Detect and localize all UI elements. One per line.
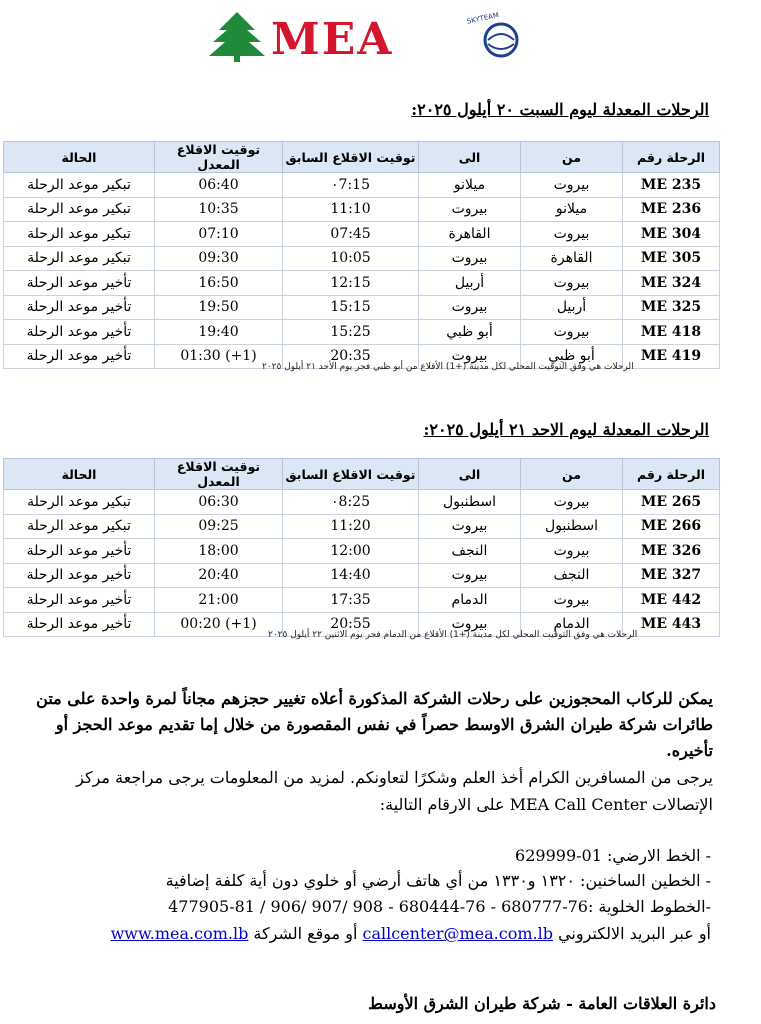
cell-from: القاهرة	[521, 246, 623, 271]
cell-status: تبكير موعد الرحلة	[4, 490, 155, 515]
cell-status: تأخير موعد الرحلة	[4, 271, 155, 296]
cell-flight: ME 266	[623, 514, 720, 539]
landline-line: - الخط الارضي: 01-629999	[515, 846, 711, 865]
cell-new: 09:25	[155, 514, 283, 539]
cell-old: 17:35	[283, 588, 419, 613]
cell-status: تبكير موعد الرحلة	[4, 197, 155, 222]
cell-flight: ME 304	[623, 222, 720, 247]
cell-old: 11:20	[283, 514, 419, 539]
footer-signature: دائرة العلاقات العامة - شركة طيران الشرق الأوسط	[368, 994, 716, 1013]
cell-from: ميلانو	[521, 197, 623, 222]
cell-flight: ME 236	[623, 197, 720, 222]
cell-new: 19:50	[155, 295, 283, 320]
table-row	[4, 588, 720, 613]
cell-status: تأخير موعد الرحلة	[4, 320, 155, 345]
column-header: الرحلة رقم	[623, 459, 720, 490]
cell-to: أربيل	[419, 271, 521, 296]
table-row	[4, 271, 720, 296]
cell-status: تبكير موعد الرحلة	[4, 246, 155, 271]
table-row	[4, 222, 720, 247]
site-prefix: أو موقع الشركة	[253, 924, 358, 943]
cell-old: 20:55	[283, 612, 419, 637]
cell-new: 19:40	[155, 320, 283, 345]
cell-status: تأخير موعد الرحلة	[4, 563, 155, 588]
flights-table-saturday	[3, 141, 720, 369]
cell-new: 20:40	[155, 563, 283, 588]
cell-flight: ME 419	[623, 344, 720, 369]
cedar-icon	[209, 12, 265, 62]
table-header-row	[4, 459, 720, 490]
cell-new: 00:20 (+1)	[155, 612, 283, 637]
email-link[interactable]: callcenter@mea.com.lb	[362, 924, 553, 943]
cell-status: تأخير موعد الرحلة	[4, 295, 155, 320]
column-header: الرحلة رقم	[623, 142, 720, 173]
email-prefix: أو عبر البريد الالكتروني	[558, 924, 711, 943]
cell-from: اسطنبول	[521, 514, 623, 539]
table-row	[4, 514, 720, 539]
cell-to: الدمام	[419, 588, 521, 613]
cell-old: 14:40	[283, 563, 419, 588]
info-paragraph: يرجى من المسافرين الكرام أخذ العلم وشكرًا لتعاونكم. لمزيد من المعلومات يرجى مراجعة مركز الإتصالات MEA Call Center على الارقام التالية:	[76, 768, 713, 814]
column-header: توقيت الاقلاع المعدل	[155, 142, 283, 173]
cell-from: النجف	[521, 563, 623, 588]
cell-new: 06:40	[155, 173, 283, 198]
cell-flight: ME 235	[623, 173, 720, 198]
cell-from: بيروت	[521, 320, 623, 345]
cell-new: 09:30	[155, 246, 283, 271]
cell-old: 07:45	[283, 222, 419, 247]
cell-to: أبو ظبي	[419, 320, 521, 345]
cell-old: 15:25	[283, 320, 419, 345]
skyteam-icon	[466, 11, 517, 56]
column-header: من	[521, 459, 623, 490]
cell-status: تبكير موعد الرحلة	[4, 173, 155, 198]
cell-status: تأخير موعد الرحلة	[4, 612, 155, 637]
table-header-row	[4, 142, 720, 173]
cell-to: بيروت	[419, 295, 521, 320]
column-header: توقيت الاقلاع السابق	[283, 142, 419, 173]
cell-to: بيروت	[419, 246, 521, 271]
column-header: من	[521, 142, 623, 173]
cell-to: بيروت	[419, 344, 521, 369]
skyteam-label: SKYTEAM	[466, 11, 500, 26]
cell-from: بيروت	[521, 539, 623, 564]
flights-table-sunday	[3, 458, 720, 637]
cell-flight: ME 327	[623, 563, 720, 588]
cell-flight: ME 326	[623, 539, 720, 564]
section1-note: الرحلات هي وفق التوقيت المحلي لكل مدينة (+1) الأقلاع من أبو ظبي فجر يوم الأحد ٢١ أيلول ٢٠٢٥	[262, 362, 634, 372]
table-row	[4, 295, 720, 320]
table-row	[4, 173, 720, 198]
cell-status: تأخير موعد الرحلة	[4, 539, 155, 564]
table-row	[4, 563, 720, 588]
column-header: توقيت الاقلاع السابق	[283, 459, 419, 490]
website-link[interactable]: www.mea.com.lb	[110, 924, 249, 943]
cell-new: 10:35	[155, 197, 283, 222]
cell-status: تبكير موعد الرحلة	[4, 514, 155, 539]
table-row	[4, 246, 720, 271]
column-header: الحالة	[4, 142, 155, 173]
cell-from: بيروت	[521, 173, 623, 198]
cell-from: بيروت	[521, 588, 623, 613]
table-row	[4, 539, 720, 564]
cell-from: أبو ظبي	[521, 344, 623, 369]
cell-to: بيروت	[419, 514, 521, 539]
cell-new: 06:30	[155, 490, 283, 515]
cell-old: ٠7:15	[283, 173, 419, 198]
column-header: الى	[419, 142, 521, 173]
cell-old: ٠8:25	[283, 490, 419, 515]
cell-status: تبكير موعد الرحلة	[4, 222, 155, 247]
mea-logo	[205, 8, 535, 70]
cell-old: 20:35	[283, 344, 419, 369]
contact-line	[111, 924, 711, 943]
cell-to: اسطنبول	[419, 490, 521, 515]
cell-status: تأخير موعد الرحلة	[4, 344, 155, 369]
cell-to: بيروت	[419, 563, 521, 588]
cell-to: ميلانو	[419, 173, 521, 198]
cell-new: 01:30 (+1)	[155, 344, 283, 369]
cell-to: النجف	[419, 539, 521, 564]
cell-from: أربيل	[521, 295, 623, 320]
table-row	[4, 197, 720, 222]
cell-flight: ME 325	[623, 295, 720, 320]
cell-flight: ME 442	[623, 588, 720, 613]
cell-from: بيروت	[521, 222, 623, 247]
cell-flight: ME 305	[623, 246, 720, 271]
cell-to: بيروت	[419, 612, 521, 637]
cell-from: الدمام	[521, 612, 623, 637]
cell-to: القاهرة	[419, 222, 521, 247]
cell-new: 21:00	[155, 588, 283, 613]
cell-from: بيروت	[521, 271, 623, 296]
rebooking-notice: يمكن للركاب المحجوزين على رحلات الشركة المذكورة أعلاه تغيير حجزهم مجاناً لمرة واحدة على متن طائرات شركة طيران الشرق الاوسط حصراً في نفس المقصورة من خلال إما تقديم موعد الحجز أو تأخيره.	[36, 689, 713, 760]
cell-new: 16:50	[155, 271, 283, 296]
table-row	[4, 490, 720, 515]
cell-old: 11:10	[283, 197, 419, 222]
cell-new: 07:10	[155, 222, 283, 247]
mea-wordmark: MEA	[271, 14, 394, 65]
cell-flight: ME 265	[623, 490, 720, 515]
cell-old: 12:00	[283, 539, 419, 564]
section2-title: الرحلات المعدلة ليوم الاحد ٢١ أيلول ٢٠٢٥:	[423, 420, 709, 439]
column-header: توقيت الاقلاع المعدل	[155, 459, 283, 490]
cell-flight: ME 324	[623, 271, 720, 296]
cell-flight: ME 418	[623, 320, 720, 345]
cell-flight: ME 443	[623, 612, 720, 637]
column-header: الحالة	[4, 459, 155, 490]
cell-status: تأخير موعد الرحلة	[4, 588, 155, 613]
cell-to: بيروت	[419, 197, 521, 222]
hotlines-line: - الخطين الساخنين: ١٣٢٠ و١٣٣٠ من أي هاتف أرضي أو خلوي دون أية كلفة إضافية	[165, 871, 711, 890]
mobile-lines: -الخطوط الخلوية :76-680777 - 76-680444 - 908 /907 /906 / 81-477905	[168, 897, 711, 916]
cell-old: 15:15	[283, 295, 419, 320]
table-row	[4, 320, 720, 345]
cell-old: 12:15	[283, 271, 419, 296]
cell-new: 18:00	[155, 539, 283, 564]
section1-title: الرحلات المعدلة ليوم السبت ٢٠ أيلول ٢٠٢٥:	[411, 100, 709, 119]
column-header: الى	[419, 459, 521, 490]
cell-from: بيروت	[521, 490, 623, 515]
cell-old: 10:05	[283, 246, 419, 271]
section2-note: الرحلات هي وفق التوقيت المحلي لكل مدينة (+1) الأقلاع من الدمام فجر يوم الاثنين ٢٢ أيلول ٢٠٢٥	[268, 630, 638, 640]
